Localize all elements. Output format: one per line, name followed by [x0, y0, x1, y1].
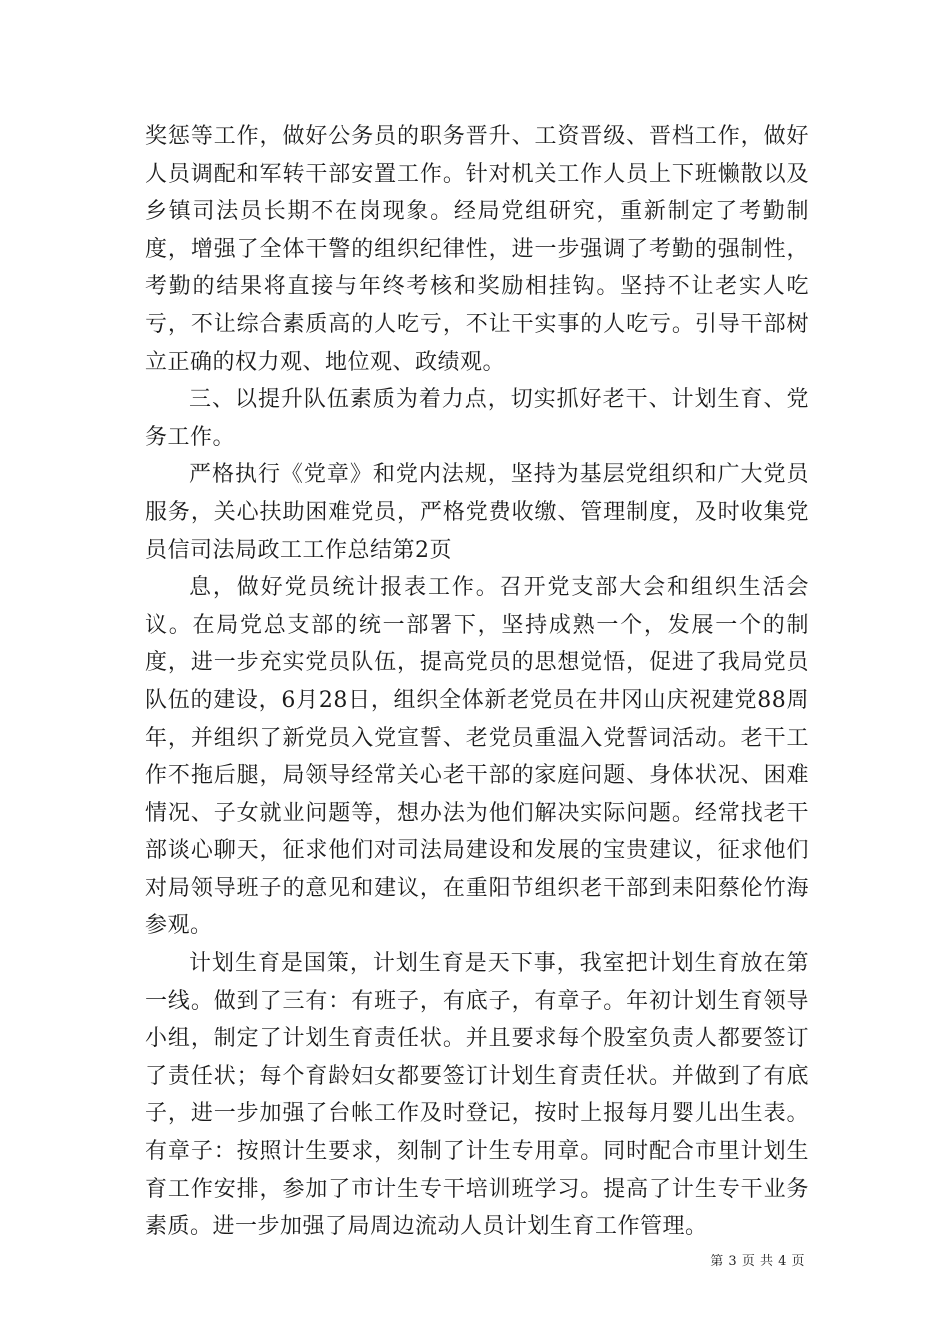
paragraph-party-work: 息，做好党员统计报表工作。召开党支部大会和组织生活会议。在局党总支部的统一部署下，坚持成熟一个，发展一个的制度，进一步充实党员队伍，提高党员的思想觉悟，促进了我局党员队伍的建设，6月28日，组织全体新老党员在井冈山庆祝建党88周年，并组织了新党员入党宣誓、老党员重温入党誓词活动。老干工作不拖后腿，局领导经常关心老干部的家庭问题、身体状况、困难情况、子女就业问题等，想办法为他们解决实际问题。经常找老干部谈心聊天，征求他们对司法局建设和发展的宝贵建议，征求他们对局领导班子的意见和建议，在重阳节组织老干部到耒阳蔡伦竹海参观。: [145, 575, 809, 939]
document-body: [145, 118, 809, 1246]
page-number-footer: 第 3 页 共 4 页: [710, 1254, 805, 1269]
section-heading-three: 三、以提升队伍素质为着力点，切实抓好老干、计划生育、党务工作。: [145, 387, 809, 450]
paragraph-continuation: 奖惩等工作，做好公务员的职务晋升、工资晋级、晋档工作，做好人员调配和军转干部安置工作。针对机关工作人员上下班懒散以及乡镇司法员长期不在岗现象。经局党组研究，重新制定了考勤制度，增强了全体干警的组织纪律性，进一步强调了考勤的强制性，考勤的结果将直接与年终考核和奖励相挂钩。坚持不让老实人吃亏，不让综合素质高的人吃亏，不让干实事的人吃亏。引导干部树立正确的权力观、地位观、政绩观。: [145, 124, 809, 375]
paragraph-family-planning: 计划生育是国策，计划生育是天下事，我室把计划生育放在第一线。做到了三有：有班子，有底子，有章子。年初计划生育领导小组，制定了计划生育责任状。并且要求每个股室负责人都要签订了责任状；每个育龄妇女都要签订计划生育责任状。并做到了有底子，进一步加强了台帐工作及时登记，按时上报每月婴儿出生表。有章子：按照计生要求，刻制了计生专用章。同时配合市里计划生育工作安排，参加了市计生专干培训班学习。提高了计生专干业务素质。进一步加强了局周边流动人员计划生育工作管理。: [145, 951, 809, 1240]
paragraph-party-rules: 严格执行《党章》和党内法规，坚持为基层党组织和广大党员服务，关心扶助困难党员，严格党费收缴、管理制度，及时收集党员信司法局政工工作总结第2页: [145, 462, 809, 563]
